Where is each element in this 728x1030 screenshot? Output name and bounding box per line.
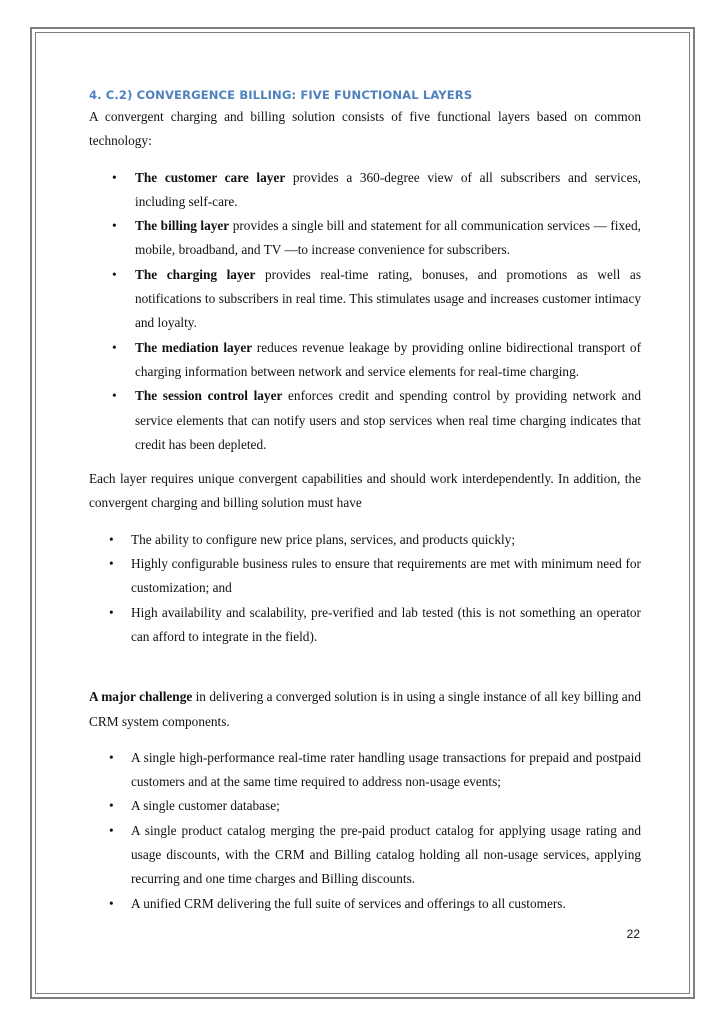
layer-term: The session control layer [135,388,283,404]
requirement-text: Highly configurable business rules to ensure that requirements are met with minimum need for customization; and [131,556,641,596]
intro-paragraph: A convergent charging and billing solution consists of five functional layers based on common technology: [89,109,641,149]
component-text: A single product catalog merging the pre-paid product catalog for applying usage rating and usage discounts, with the CRM and Billing catalog holding all non-usage services, applying recurring and one time charges and Billing discounts. [131,822,641,887]
layer-description: provides a 360-degree view of all subscribers and services, including self-care. [135,169,641,209]
challenge-paragraph [89,685,641,734]
bullet-icon: • [112,388,117,404]
challenge-text: in delivering a converged solution is in using a single instance of all key billing and CRM system components. [89,689,641,729]
document-body [89,85,641,916]
list-item [89,819,641,892]
bullet-icon: • [109,531,114,547]
functional-layers-list [89,166,641,458]
bullet-icon: • [112,339,117,355]
list-item [89,384,641,457]
section-heading: 4. C.2) CONVERGENCE BILLING: FIVE FUNCTIONAL LAYERS [89,88,473,102]
requirements-paragraph: Each layer requires unique convergent capabilities and should work interdependently. In addition, the convergent charging and billing solution must have [89,471,641,511]
bullet-icon: • [112,169,117,185]
list-item [89,892,641,916]
list-item [89,336,641,385]
layer-term: The billing layer [135,218,230,234]
requirements-list [89,528,641,649]
requirement-text: The ability to configure new price plans, services, and products quickly; [131,531,516,547]
component-text: A single high-performance real-time rater handling usage transactions for prepaid and postpaid customers and at the same time required to address non-usage events; [131,749,641,790]
bullet-icon: • [109,822,114,838]
layer-term: The charging layer [135,266,256,282]
components-list [89,746,641,916]
layer-description: provides a single bill and statement for all communication services — fixed, mobile, broadband, and TV —to increase convenience for subscribers. [135,218,642,258]
list-item [89,528,641,552]
layer-description: provides real-time rating, bonuses, and promotions as well as notifications to subscribers in real time. This stimulates usage and increases customer intimacy and loyalty. [135,266,642,331]
component-text: A unified CRM delivering the full suite of services and offerings to all customers. [131,895,566,911]
page-number: 22 [626,927,640,941]
bullet-icon: • [112,218,117,234]
layer-description: enforces credit and spending control by providing network and service elements that can notify users and stop services when real time charging indicates that credit has been depleted. [135,388,641,452]
bullet-icon: • [109,749,114,765]
list-item [89,746,641,795]
layer-term: The mediation layer [135,339,253,355]
list-item [89,794,641,818]
requirement-text: High availability and scalability, pre-verified and lab tested (this is not something an operator can afford to integrate in the field). [131,604,641,644]
bullet-icon: • [109,604,114,620]
layer-description: reduces revenue leakage by providing online bidirectional transport of charging information between network and service elements for real-time charging. [135,339,641,379]
list-item [89,601,641,650]
list-item [89,552,641,601]
bullet-icon: • [109,556,114,572]
bullet-icon: • [112,266,117,282]
challenge-term: A major challenge [89,689,193,705]
layer-term: The customer care layer [135,169,286,185]
list-item [89,263,641,336]
bullet-icon: • [109,798,114,814]
list-item [89,166,641,215]
bullet-icon: • [109,895,114,911]
component-text: A single customer database; [131,798,280,814]
list-item [89,214,641,263]
